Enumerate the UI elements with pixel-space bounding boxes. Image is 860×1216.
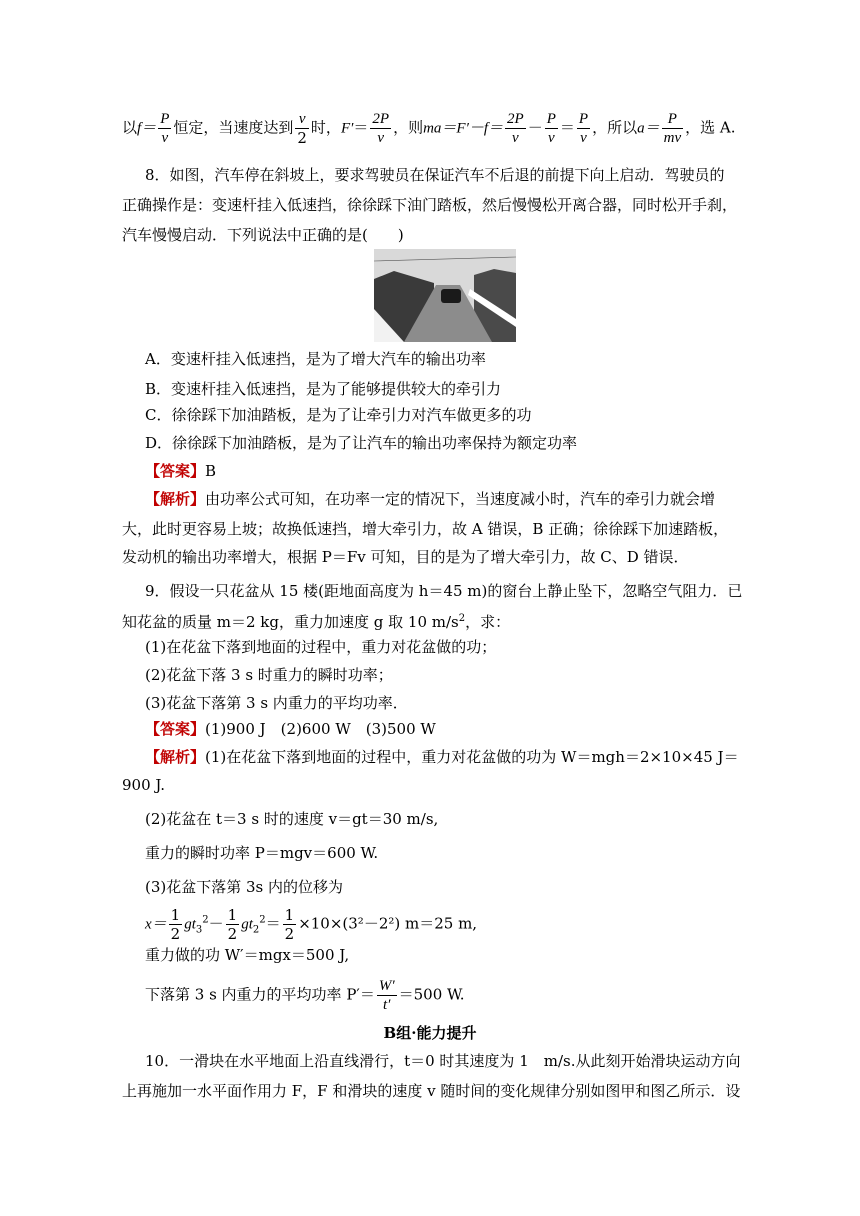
q10-stem-line1: 10．一滑块在水平地面上沿直线滑行，t＝0 时其速度为 1 m/s.从此刻开始滑块运动方向 bbox=[145, 1052, 741, 1070]
q8-option-b: B．变速杆挂入低速挡，是为了能够提供较大的牵引力 bbox=[145, 380, 502, 398]
q9-solution1-line1: 【解析】(1)在花盆下落到地面的过程中，重力对花盆做的功为 W＝mgh＝2×10×45 J＝ bbox=[145, 748, 739, 766]
q8-stem-line2: 正确操作是：变速杆挂入低速挡，徐徐踩下油门踏板，然后慢慢松开离合器，同时松开手刹， bbox=[122, 196, 738, 214]
fraction-W-over-t: $\frac{W'}{t'}$ bbox=[378, 978, 395, 1013]
q9-answer: 【答案】(1)900 J (2)600 W (3)500 W bbox=[145, 720, 436, 738]
q9-solution3-power: 下落第 3 s 内重力的平均功率 P′＝ $\frac{W'}{t'}$ ＝500 W. bbox=[145, 978, 465, 1013]
q8-analysis-line3: 发动机的输出功率增大，根据 P＝Fv 可知，目的是为了增大牵引力，故 C、D 错误． bbox=[122, 548, 689, 566]
q9-solution2-line1: (2)花盆在 t＝3 s 时的速度 v＝gt＝30 m/s, bbox=[145, 810, 439, 828]
q9-solution3-line1: (3)花盆下落第 3s 内的位移为 bbox=[145, 878, 344, 896]
q9-part1: (1)在花盆下落到地面的过程中，重力对花盆做的功； bbox=[145, 638, 497, 656]
q9-solution3-work: 重力做的功 W′＝mgx＝500 J, bbox=[145, 946, 350, 964]
fraction-half-b: $\frac{1}{2}$ bbox=[227, 906, 238, 943]
fraction-2P-over-v-b: $\frac{2P}{v}$ bbox=[507, 111, 524, 146]
q8-answer: 【答案】B bbox=[145, 462, 217, 480]
q9-solution2-line2: 重力的瞬时功率 P＝mgv＝600 W. bbox=[145, 844, 379, 862]
fraction-P-over-v-c: $\frac{P}{v}$ bbox=[578, 111, 589, 146]
fraction-half-c: $\frac{1}{2}$ bbox=[284, 906, 295, 943]
fraction-v-over-2: $\frac{v}{2}$ bbox=[297, 111, 307, 147]
answer-label: 【答案】 bbox=[145, 462, 206, 480]
analysis-label: 【解析】 bbox=[145, 748, 206, 766]
analysis-label: 【解析】 bbox=[145, 490, 206, 508]
q9-part2: (2)花盆下落 3 s 时重力的瞬时功率； bbox=[145, 666, 393, 684]
fraction-P-over-mv: $\frac{P}{mv}$ bbox=[663, 111, 682, 146]
q8-stem-line1: 8．如图，汽车停在斜坡上，要求驾驶员在保证汽车不后退的前提下向上启动．驾驶员的 bbox=[145, 166, 725, 184]
q9-stem-line2: 知花盆的质量 m＝2 kg，重力加速度 g 取 10 $m/s^2$，求： bbox=[122, 613, 511, 631]
fraction-P-over-v-b: $\frac{P}{v}$ bbox=[546, 111, 556, 146]
q8-option-a: A．变速杆挂入低速挡，是为了增大汽车的输出功率 bbox=[145, 350, 486, 368]
q8-option-c: C．徐徐踩下加油踏板，是为了让牵引力对汽车做更多的功 bbox=[145, 406, 532, 424]
q9-stem-line1: 9．假设一只花盆从 15 楼(距地面高度为 h＝45 m)的窗台上静止坠下，忽略空气阻力．已 bbox=[145, 582, 743, 600]
section-title: B组·能力提升 bbox=[383, 1024, 477, 1042]
fraction-half-a: $\frac{1}{2}$ bbox=[170, 906, 181, 943]
car bbox=[441, 289, 461, 303]
car-on-slope-photo bbox=[374, 249, 516, 342]
q9-part3: (3)花盆下落第 3 s 内重力的平均功率． bbox=[145, 694, 408, 712]
q7-tail-line: 以f＝ $\frac{P}{v}$ 恒定，当速度达到 $\frac{v}{2}$ 时，F′＝ $\frac{2P}{v}$ ，则ma＝F′－f＝ $\frac{2P}{v}$ － $\frac{P}{v}$ ＝ $\frac{P}{v}$ ，所以a＝ $\frac{P}{mv}$ ，选 A. bbox=[122, 111, 736, 147]
q8-analysis-line1: 【解析】由功率公式可知，在功率一定的情况下，当速度减小时，汽车的牵引力就会增 bbox=[145, 490, 716, 508]
q9-displacement-formula: x＝ $\frac{1}{2}$ $gt_3^2-$ $\frac{1}{2}$ $gt_2^2=$ $\frac{1}{2}$ ×10×(3²－2²) m＝25 m, bbox=[145, 906, 478, 943]
fraction-2P-over-v: $\frac{2P}{v}$ bbox=[372, 111, 390, 146]
q9-solution1-line2: 900 J. bbox=[122, 776, 166, 794]
q8-stem-line3: 汽车慢慢启动．下列说法中正确的是( ) bbox=[122, 226, 404, 244]
q8-option-d: D．徐徐踩下加油踏板，是为了让汽车的输出功率保持为额定功率 bbox=[145, 434, 578, 452]
fraction-P-over-v: $\frac{P}{v}$ bbox=[160, 111, 170, 146]
answer-label: 【答案】 bbox=[145, 720, 206, 738]
q10-stem-line2: 上再施加一水平面作用力 F，F 和滑块的速度 v 随时间的变化规律分别如图甲和图乙所示．设 bbox=[122, 1082, 741, 1100]
q8-analysis-line2: 大，此时更容易上坡；故换低速挡，增大牵引力，故 A 错误，B 正确；徐徐踩下加速踏板， bbox=[122, 520, 729, 538]
